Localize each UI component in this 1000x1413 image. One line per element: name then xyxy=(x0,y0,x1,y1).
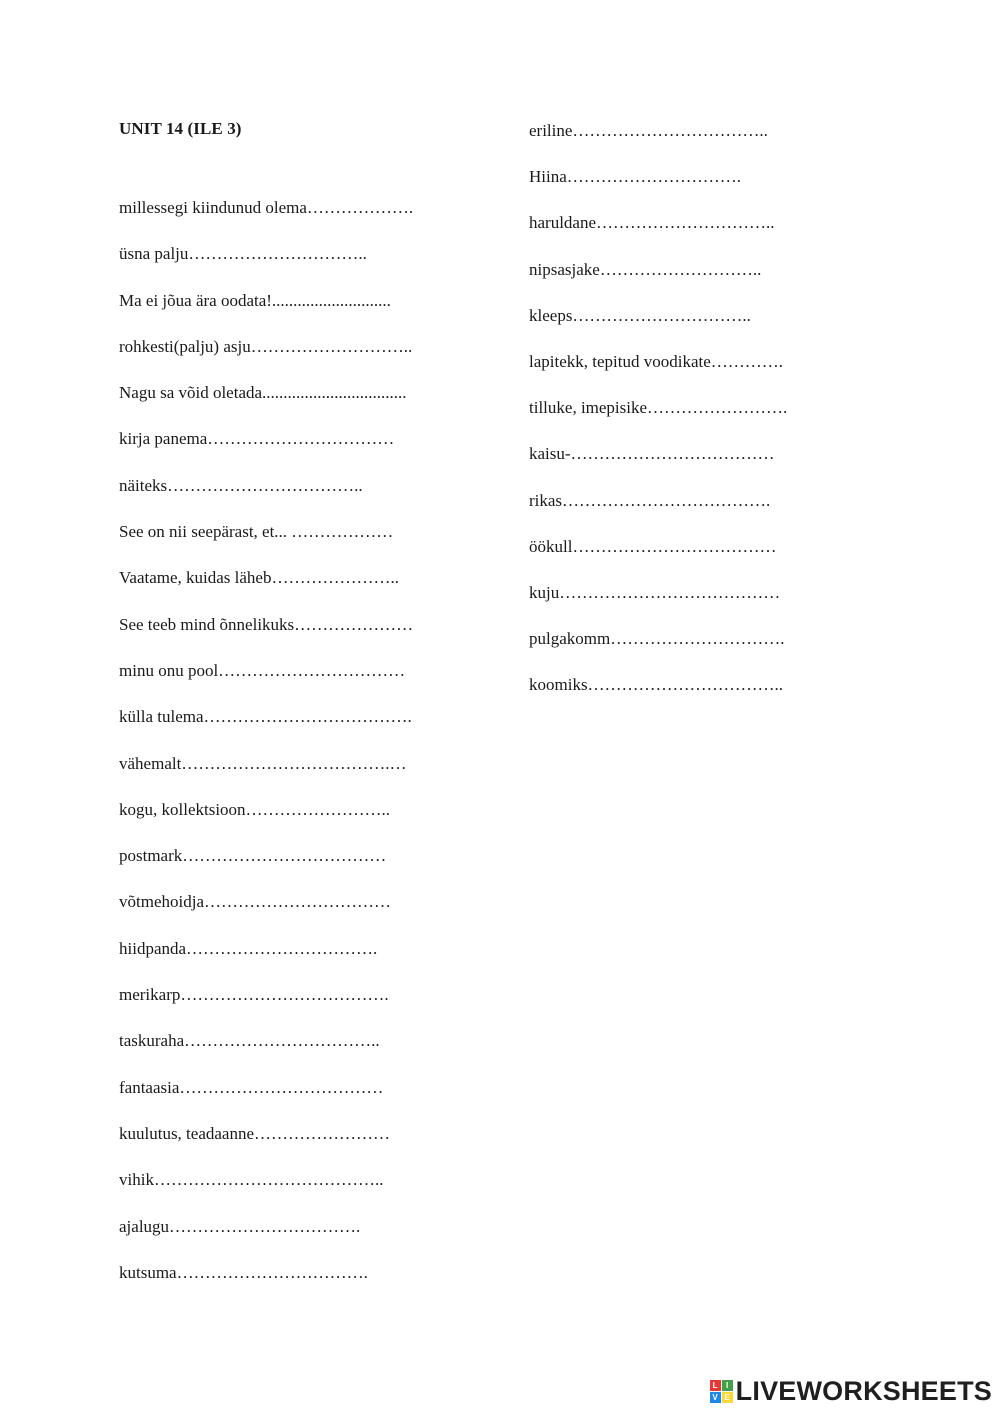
vocabulary-item: See teeb mind õnnelikuks………………… xyxy=(119,614,414,634)
vocabulary-item: ajalugu……………………………. xyxy=(119,1216,361,1236)
liveworksheets-logo xyxy=(710,1376,992,1407)
vocabulary-item: lapitekk, tepitud voodikate…………. xyxy=(529,351,784,371)
vocabulary-list-right xyxy=(529,120,787,720)
vocabulary-item: vähemalt……………………………….… xyxy=(119,753,407,773)
vocabulary-item: hiidpanda……………………………. xyxy=(119,938,378,958)
vocabulary-item: külla tulema………………………………. xyxy=(119,707,412,727)
vocabulary-item: See on nii seepärast, et... ……………… xyxy=(119,522,394,542)
vocabulary-item: minu onu pool…………………………… xyxy=(119,660,406,680)
vocabulary-item: kleeps………………………….. xyxy=(529,305,751,325)
vocabulary-item: öökull……………………………… xyxy=(529,536,777,556)
vocabulary-item: tilluke, imepisike……………………. xyxy=(529,398,788,418)
vocabulary-item: Nagu sa võid oletada.................................. xyxy=(119,383,407,403)
logo-tile-e: E xyxy=(722,1392,733,1403)
brand-name: LIVEWORKSHEETS xyxy=(735,1376,992,1406)
vocabulary-item: Vaatame, kuidas läheb………………….. xyxy=(119,568,399,588)
vocabulary-item: Hiina…………………………. xyxy=(529,167,742,187)
vocabulary-item: üsna palju………………………….. xyxy=(119,244,367,264)
vocabulary-item: rikas………………………………. xyxy=(529,490,771,510)
vocabulary-item: kaisu-……………………………… xyxy=(529,444,775,464)
vocabulary-item: kogu, kollektsioon…………………….. xyxy=(119,799,391,819)
vocabulary-item: fantaasia……………………………… xyxy=(119,1077,384,1097)
vocabulary-item: eriline…………………………….. xyxy=(529,121,768,140)
vocabulary-item: kuju………………………………… xyxy=(529,582,781,602)
vocabulary-item: Ma ei jõua ära oodata!............................ xyxy=(119,290,391,310)
vocabulary-item: rohkesti(palju) asju……………………….. xyxy=(119,336,413,356)
vocabulary-item: näiteks…………………………….. xyxy=(119,475,363,495)
vocabulary-item: kuulutus, teadaanne…………………… xyxy=(119,1123,391,1143)
vocabulary-item: vihik………………………………….. xyxy=(119,1170,384,1190)
vocabulary-item: taskuraha…………………………….. xyxy=(119,1031,380,1051)
vocabulary-item: postmark……………………………… xyxy=(119,846,387,866)
logo-tile-i: I xyxy=(722,1380,733,1391)
vocabulary-item: merikarp………………………………. xyxy=(119,985,389,1005)
vocabulary-item: võtmehoidja…………………………… xyxy=(119,892,391,912)
vocabulary-item: millessegi kiindunud olema………………. xyxy=(119,198,414,217)
logo-tile-v: V xyxy=(710,1392,721,1403)
vocabulary-item: nipsasjake……………………….. xyxy=(529,259,762,279)
vocabulary-item: kirja panema…………………………… xyxy=(119,429,395,449)
worksheet-title: UNIT 14 (ILE 3) xyxy=(119,119,242,138)
vocabulary-item: pulgakomm…………………………. xyxy=(529,629,785,649)
vocabulary-item: koomiks…………………………….. xyxy=(529,675,784,695)
logo-tile-l: L xyxy=(710,1380,721,1391)
liveworksheets-logo-icon xyxy=(710,1380,733,1403)
vocabulary-item: kutsuma……………………………. xyxy=(119,1262,368,1282)
vocabulary-list-left xyxy=(119,197,413,1308)
vocabulary-item: haruldane………………………….. xyxy=(529,213,775,233)
